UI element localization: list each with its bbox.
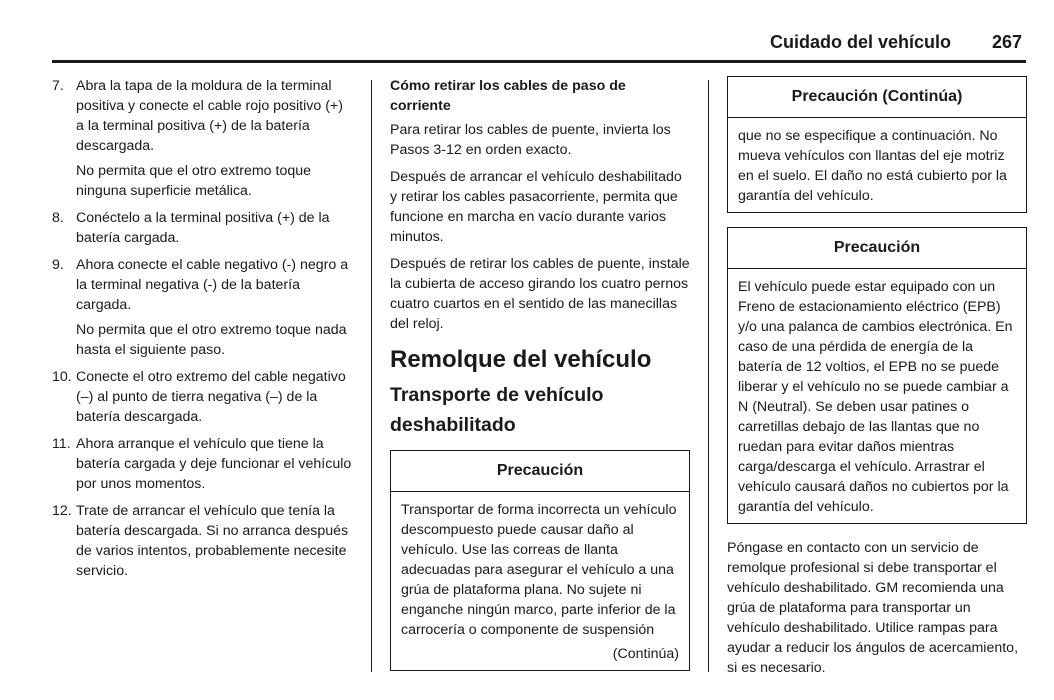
step-text: Ahora arranque el vehículo que tiene la batería cargada y deje funcionar el vehículo por unos momentos.	[76, 436, 352, 492]
running-header-section: Cuidado del vehículo	[770, 32, 952, 52]
caution-text: El vehículo puede estar equipado con un Freno de estacionamiento eléctrico (EPB) y/o una palanca de cambios electrónica. En caso de una pérdida de energía de la batería de 12 voltios, el EPB no se puede liberar y el vehículo no se puede cambiar a N (Neutral). Se deben usar patines o carretillas debajo de las llantas que no ruedan para evitar daños mientras carga/descarga el vehículo. Arrastrar el vehículo causará daños no cubiertos por la garantía del vehículo.	[738, 279, 1013, 515]
step-number: 8.	[52, 210, 64, 226]
step-number: 11.	[52, 436, 71, 452]
step-text: Ahora conecte el cable negativo (-) negro a la terminal negativa (-) de la batería cargada.	[76, 257, 349, 313]
step-text: Trate de arrancar el vehículo que tenía la batería descargada. Si no arranca después de varios intentos, probablemente necesite servicio.	[76, 503, 349, 579]
paragraph: Después de retirar los cables de puente, instale la cubierta de acceso girando los cuatro pernos cuatro cuartos en el sentido de las manecillas del reloj.	[390, 256, 690, 332]
list-item	[52, 255, 352, 315]
continued-label: (Continúa)	[612, 646, 679, 662]
paragraph: Póngase en contacto con un servicio de remolque profesional si debe transportar el vehículo deshabilitado. GM recomienda una grúa de plataforma para transportar un vehículo deshabilitado. Utilice rampas para ayudar a reducir los ángulos de acercamiento, si es necesario.	[727, 540, 1019, 676]
paragraph: Después de arrancar el vehículo deshabilitado y retirar los cables pasacorriente, permita que funcione en marcha en vacío durante varios minutos.	[390, 169, 682, 245]
step-number: 12.	[52, 503, 72, 519]
column-divider	[371, 80, 372, 672]
list-item	[52, 434, 352, 494]
step-note: No permita que el otro extremo toque nada hasta el siguiente paso.	[76, 322, 347, 358]
list-item	[52, 76, 352, 156]
caution-text: que no se especifique a continuación. No mueva vehículos con llantas del eje motriz en el suelo. El daño no está cubierto por la garantía del vehículo.	[738, 128, 1007, 204]
step-number: 7.	[52, 78, 64, 94]
list-item	[52, 501, 352, 581]
subheading: Cómo retirar los cables de paso de corriente	[390, 78, 626, 114]
caution-box	[390, 450, 690, 671]
column-middle	[390, 76, 690, 671]
caution-title: Precaución	[728, 228, 1026, 269]
step-number: 10.	[52, 369, 72, 385]
column-left	[52, 76, 352, 588]
caution-title: Precaución	[391, 451, 689, 492]
list-item	[52, 367, 352, 427]
header-rule	[52, 60, 1026, 63]
column-right	[727, 76, 1027, 685]
step-text: Conéctelo a la terminal positiva (+) de la batería cargada.	[76, 210, 330, 246]
caution-body	[391, 492, 689, 670]
caution-title: Precaución (Continúa)	[728, 77, 1026, 118]
step-text: Abra la tapa de la moldura de la terminal positiva y conecte el cable rojo positivo (+) a la terminal positiva (+) de la batería descargada.	[76, 78, 343, 154]
paragraph: Para retirar los cables de puente, invierta los Pasos 3-12 en orden exacto.	[390, 122, 671, 158]
caution-text: Transportar de forma incorrecta un vehículo descompuesto puede causar daño al vehículo. Use las correas de llanta adecuadas para asegurar el vehículo a una grúa de plataforma plana. No sujete ni enganche ningún marco, parte inferior de la carrocería o componente de suspensión	[401, 502, 677, 638]
step-number: 9.	[52, 257, 64, 273]
caution-box	[727, 227, 1027, 524]
subsection-title: Transporte de vehículo deshabilitado	[390, 384, 604, 436]
step-text: Conecte el otro extremo del cable negativo (–) al punto de tierra negativa (–) de la batería descargada.	[76, 369, 346, 425]
column-divider	[708, 80, 709, 672]
caution-continued-box	[727, 76, 1027, 213]
step-note: No permita que el otro extremo toque ninguna superficie metálica.	[76, 163, 312, 199]
list-item	[52, 208, 352, 248]
page-number: 267	[992, 32, 1023, 52]
section-title: Remolque del vehículo	[390, 346, 652, 373]
